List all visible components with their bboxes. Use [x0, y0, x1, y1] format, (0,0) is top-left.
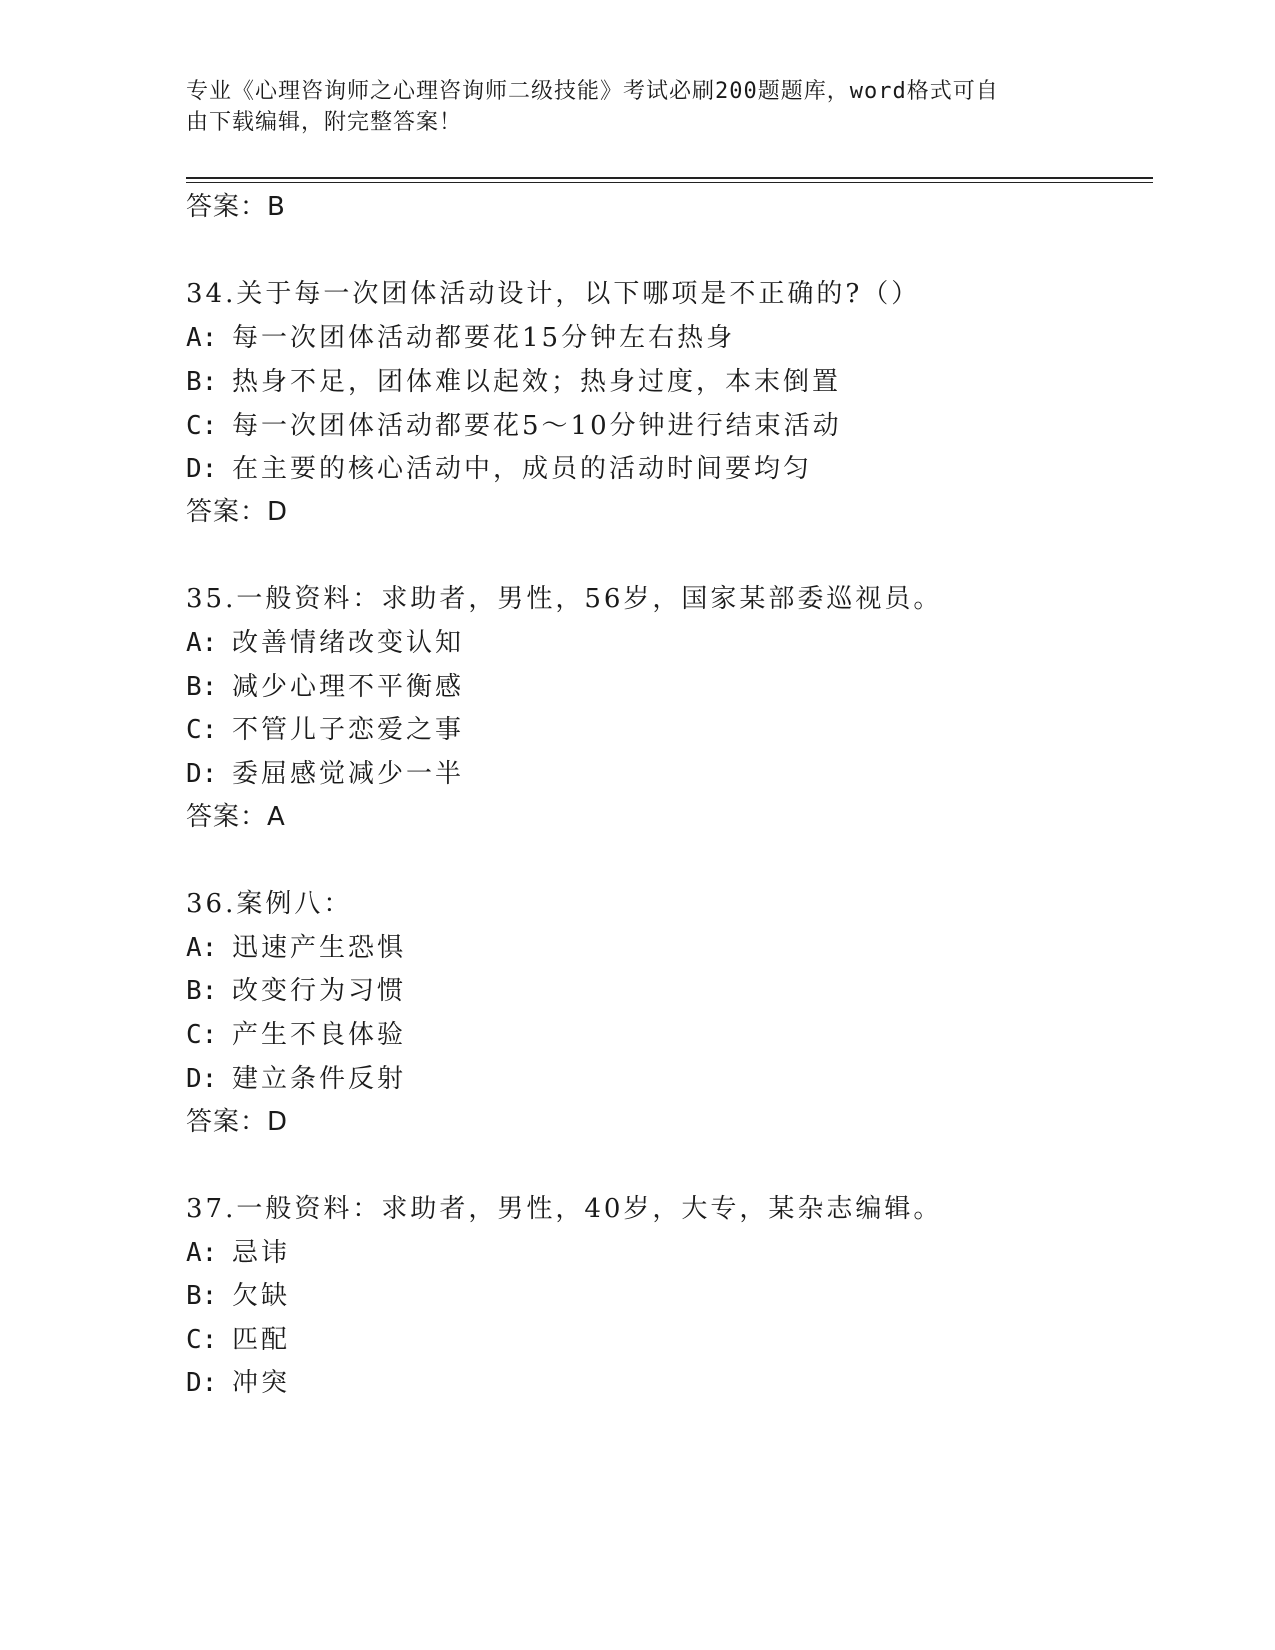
option-text: 委屈感觉减少一半 [232, 759, 465, 789]
option-key: B: [186, 1281, 218, 1311]
option-text: 不管儿子恋爱之事 [232, 715, 465, 745]
option-key: C: [186, 1325, 218, 1355]
option-line [186, 753, 464, 790]
option-text: 改善情绪改变认知 [232, 628, 465, 658]
question-stem: 35.一般资料：求助者，男性，56岁，国家某部委巡视员。 [186, 584, 943, 614]
option-text: 迅速产生恐惧 [232, 933, 407, 963]
option-key: B: [186, 672, 218, 702]
option-key: D: [186, 454, 218, 484]
option-text: 改变行为习惯 [232, 976, 407, 1006]
question-stem: 37.一般资料：求助者，男性，40岁，大专，某杂志编辑。 [186, 1194, 943, 1224]
answer-line: 答案：B [186, 192, 286, 222]
option-line [186, 666, 464, 703]
option-text: 忌讳 [232, 1238, 291, 1268]
header-title-line-2: 由下载编辑，附完整答案！ [186, 110, 463, 135]
option-line [186, 709, 464, 746]
option-text: 每一次团体活动都要花15分钟左右热身 [232, 323, 736, 353]
option-text: 在主要的核心活动中，成员的活动时间要均匀 [232, 454, 813, 484]
option-text: 冲突 [232, 1368, 291, 1398]
question-stem: 34.关于每一次团体活动设计，以下哪项是不正确的?（） [186, 279, 921, 309]
option-line [186, 448, 812, 485]
option-text: 建立条件反射 [232, 1064, 407, 1094]
option-line [186, 1319, 290, 1356]
option-line [186, 622, 464, 659]
option-line [186, 1014, 406, 1051]
option-text: 匹配 [232, 1325, 291, 1355]
option-text: 产生不良体验 [232, 1020, 407, 1050]
option-line [186, 361, 841, 398]
option-key: A: [186, 1238, 218, 1268]
option-text: 每一次团体活动都要花5～10分钟进行结束活动 [232, 411, 842, 441]
option-line [186, 405, 842, 442]
option-line [186, 1362, 290, 1399]
header-rule-thick [186, 177, 1153, 179]
option-line [186, 970, 406, 1007]
option-key: D: [186, 759, 218, 789]
option-key: A: [186, 933, 218, 963]
question-stem: 36.案例八： [186, 889, 353, 919]
option-line [186, 1232, 290, 1269]
option-line [186, 1275, 290, 1312]
answer-line: 答案：D [186, 497, 289, 527]
option-line [186, 927, 406, 964]
option-line [186, 1058, 406, 1095]
option-key: B: [186, 976, 218, 1006]
option-text: 欠缺 [232, 1281, 291, 1311]
option-text: 减少心理不平衡感 [232, 672, 465, 702]
header-title-line-1: 专业《心理咨询师之心理咨询师二级技能》考试必刷200题题库，word格式可自 [186, 79, 999, 104]
option-key: B: [186, 367, 218, 397]
option-text: 热身不足，团体难以起效；热身过度，本末倒置 [232, 367, 842, 397]
header-rule-thin [186, 182, 1153, 183]
option-key: D: [186, 1368, 218, 1398]
option-line [186, 317, 735, 354]
page-header [186, 76, 1066, 138]
option-key: C: [186, 715, 218, 745]
option-key: A: [186, 323, 218, 353]
option-key: D: [186, 1064, 218, 1094]
option-key: C: [186, 1020, 218, 1050]
option-key: A: [186, 628, 218, 658]
option-key: C: [186, 411, 218, 441]
answer-line: 答案：D [186, 1107, 289, 1137]
answer-line: 答案：A [186, 802, 286, 832]
